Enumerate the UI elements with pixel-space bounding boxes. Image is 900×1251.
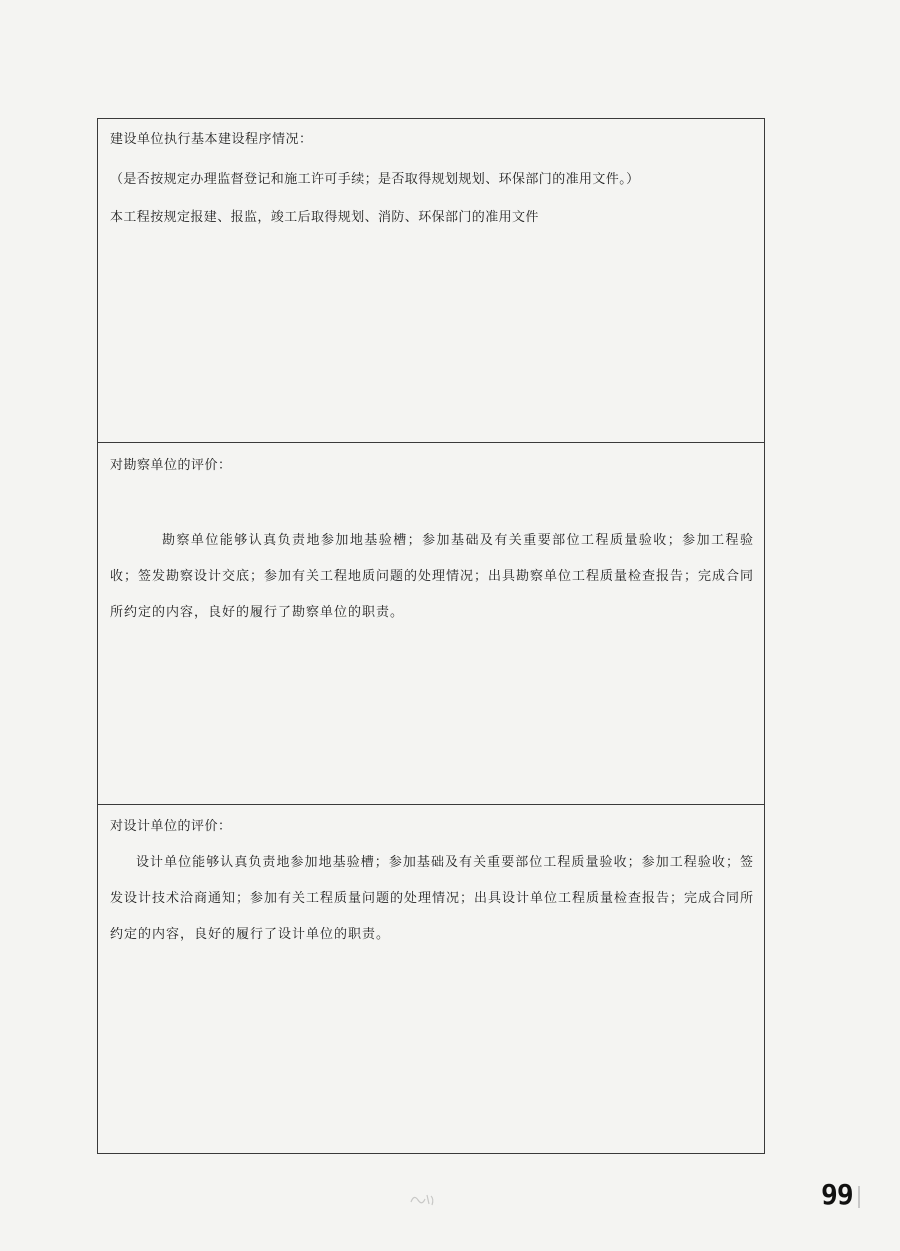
evaluation-form-table <box>97 118 765 1154</box>
page-edge-mark <box>858 1186 860 1208</box>
scan-smudge-mark <box>408 1190 436 1208</box>
construction-procedure-note: （是否按规定办理监督登记和施工许可手续；是否取得规划规划、环保部门的准用文件。） <box>110 172 640 187</box>
page-number: 99 <box>821 1178 853 1211</box>
survey-unit-title: 对勘察单位的评价： <box>110 458 232 473</box>
design-unit-title: 对设计单位的评价： <box>110 819 232 834</box>
construction-procedure-body: 本工程按规定报建、报监，竣工后取得规划、消防、环保部门的准用文件 <box>110 210 539 225</box>
construction-procedure-title: 建设单位执行基本建设程序情况： <box>110 132 313 147</box>
survey-unit-section <box>98 443 764 805</box>
design-unit-section <box>98 805 764 1153</box>
survey-unit-evaluation: 勘察单位能够认真负责地参加地基验槽；参加基础及有关重要部位工程质量验收；参加工程验收；签发勘察设计交底；参加有关工程地质问题的处理情况；出具勘察单位工程质量检查报告；完成合同所约定的内容，良好的履行了勘察单位的职责。 <box>110 533 755 620</box>
construction-procedure-section <box>98 119 764 443</box>
design-unit-evaluation: 设计单位能够认真负责地参加地基验槽；参加基础及有关重要部位工程质量验收；参加工程验收；签发设计技术洽商通知；参加有关工程质量问题的处理情况；出具设计单位工程质量检查报告；完成合同所约定的内容，良好的履行了设计单位的职责。 <box>110 855 755 942</box>
